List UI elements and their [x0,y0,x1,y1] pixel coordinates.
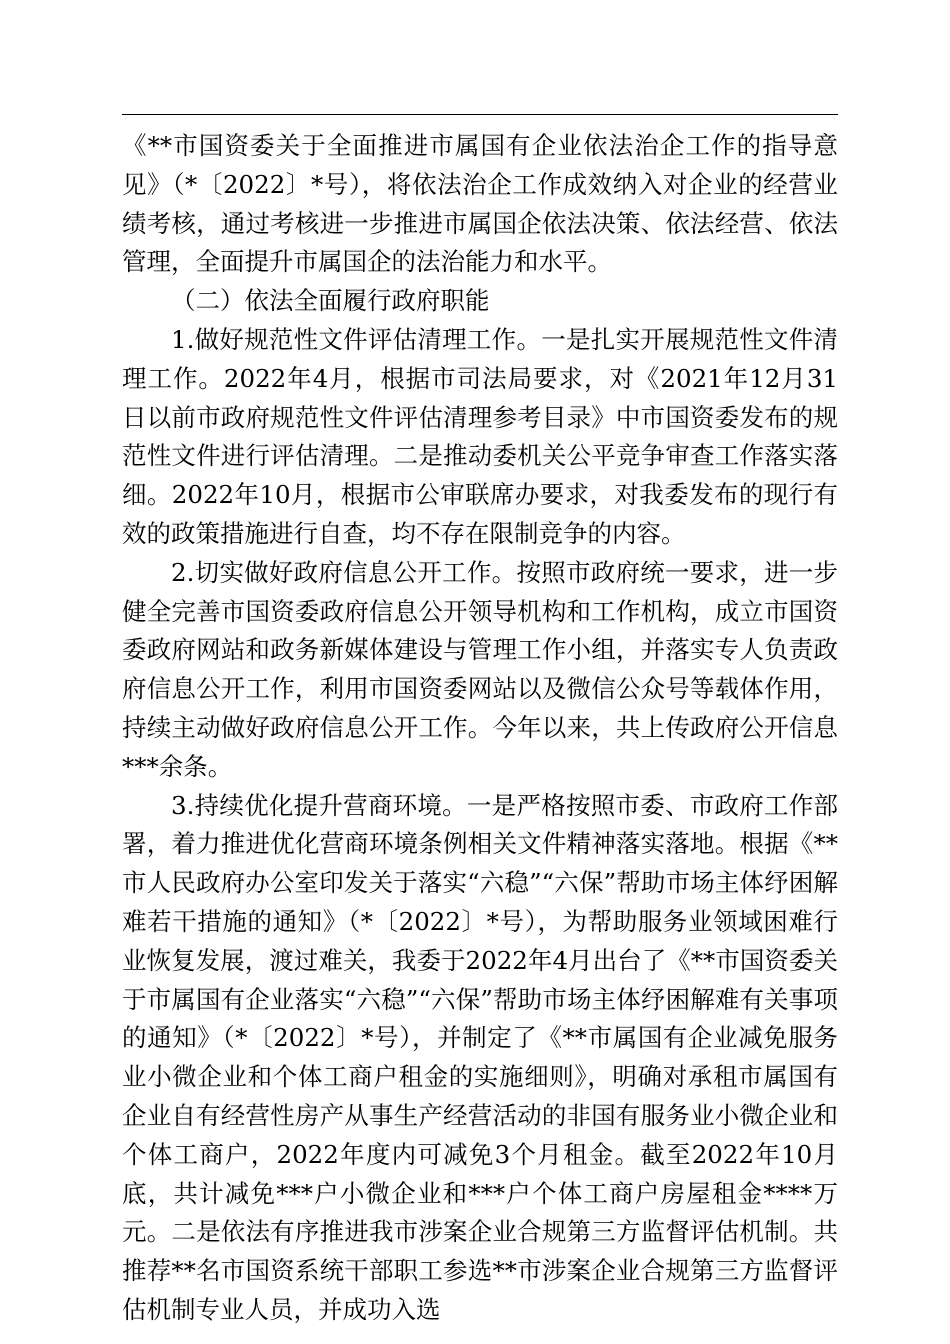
paragraph-normative-documents: 1.做好规范性文件评估清理工作。一是扎实开展规范性文件清理工作。2022年4月，根据市司法局要求，对《2021年12月31日以前市政府规范性文件评估清理参考目录》中市国资委发布的规范性文件进行评估清理。二是推动委机关公平竞争审查工作落实落细。2022年10月，根据市公审联席办要求，对我委发布的现行有效的政策措施进行自查，均不存在限制竞争的内容。 [122,324,838,548]
header-rule [122,114,838,115]
paragraph-information-disclosure: 2.切实做好政府信息公开工作。按照市政府统一要求，进一步健全完善市国资委政府信息公开领导机构和工作机构，成立市国资委政府网站和政务新媒体建设与管理工作小组，并落实专人负责政府信息公开工作，利用市国资委网站以及微信公众号等载体作用，持续主动做好政府信息公开工作。今年以来，共上传政府公开信息***余条。 [122,557,838,781]
document-body [122,127,838,1330]
paragraph-continuation: 《**市国资委关于全面推进市属国有企业依法治企工作的指导意见》（*〔2022〕*号），将依法治企工作成效纳入对企业的经营业绩考核，通过考核进一步推进市属国企依法决策、依法经营、依法管理，全面提升市属国企的法治能力和水平。 [122,131,838,277]
paragraph-business-environment: 3.持续优化提升营商环境。一是严格按照市委、市政府工作部署，着力推进优化营商环境条例相关文件精神落实落地。根据《**市人民政府办公室印发关于落实“六稳”“六保”帮助市场主体纾困解难若干措施的通知》（*〔2022〕*号），为帮助服务业领域困难行业恢复发展，渡过难关，我委于2022年4月出台了《**市国资委关于市属国有企业落实“六稳”“六保”帮助市场主体纾困解难有关事项的通知》（*〔2022〕*号），并制定了《**市属国有企业减免服务业小微企业和个体工商户租金的实施细则》，明确对承租市属国有企业自有经营性房产从事生产经营活动的非国有服务业小微企业和个体工商户，2022年度内可减免3个月租金。截至2022年10月底，共计减免***户小微企业和***户个体工商户房屋租金****万元。二是依法有序推进我市涉案企业合规第三方监督评估机制。共推荐**名市国资系统干部职工参选**市涉案企业合规第三方监督评估机制专业人员，并成功入选 [122,790,838,1324]
section-heading: （二）依法全面履行政府职能 [171,286,490,316]
